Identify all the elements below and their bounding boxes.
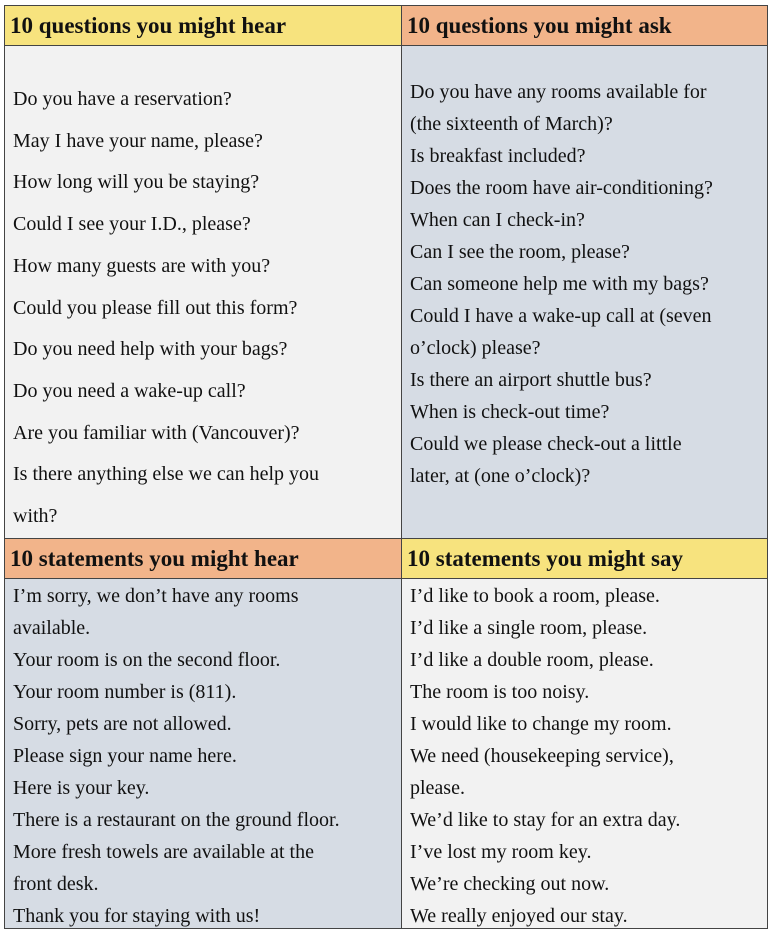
list-item: later, at (one o’clock)? [410,465,591,487]
list-item: Can someone help me with my bags? [410,273,709,295]
list-item: o’clock) please? [410,337,541,359]
list-item: I would like to change my room. [410,713,672,735]
list-item: Thank you for staying with us! [13,905,261,927]
list-item: I’d like a single room, please. [410,617,648,639]
list-item: Does the room have air-conditioning? [410,177,713,199]
header-divider-bottom [5,578,767,579]
panel-statements-you-might-hear [5,579,401,928]
list-item: We really enjoyed our stay. [410,905,628,927]
list-item: with? [13,505,58,528]
list-item: When can I check-in? [410,209,585,231]
list-item: Can I see the room, please? [410,241,630,263]
list-item: More fresh towels are available at the [13,841,314,863]
list-item: Could I see your I.D., please? [13,213,251,236]
list-item: The room is too noisy. [410,681,590,703]
header-divider-top [5,45,767,46]
header-questions-you-might-hear [5,6,401,45]
list-item: Are you familiar with (Vancouver)? [13,421,300,444]
list-item: Could I have a wake-up call at (seven [410,305,712,327]
header-statements-you-might-say [402,539,767,578]
list-item: Could we please check-out a little [410,433,682,455]
list-item: please. [410,777,465,799]
column-divider [401,6,402,928]
list-item: How many guests are with you? [13,254,271,277]
list-item: Your room number is (811). [13,681,237,703]
list-item: Do you need a wake-up call? [13,379,246,402]
list-item: Is there an airport shuttle bus? [410,369,652,391]
list-item: There is a restaurant on the ground floor. [13,809,340,831]
list-item: Here is your key. [13,777,150,799]
panel-questions-you-might-ask [402,46,767,538]
list-item: When is check-out time? [410,401,610,423]
list-item: Could you please fill out this form? [13,296,298,319]
statement-list-say [410,580,767,932]
list-item: I’d like to book a room, please. [410,585,660,607]
list-item: We’re checking out now. [410,873,610,895]
list-item: Is breakfast included? [410,145,586,167]
list-item: (the sixteenth of March)? [410,113,613,135]
header-statements-you-might-hear [5,539,401,578]
list-item: Do you need help with your bags? [13,338,288,361]
list-item: I’d like a double room, please. [410,649,654,671]
list-item: May I have your name, please? [13,129,263,152]
list-item: How long will you be staying? [13,171,260,194]
question-list-ask [410,76,767,492]
phrase-table [4,5,768,929]
panel-statements-you-might-say [402,579,767,928]
list-item: front desk. [13,873,99,895]
list-item: available. [13,617,91,639]
list-item: Your room is on the second floor. [13,649,281,671]
panel-questions-you-might-hear [5,46,401,538]
list-item: I’ve lost my room key. [410,841,592,863]
header-text: 10 questions you might hear [10,12,287,38]
section-divider [5,538,767,539]
header-text: 10 statements you might hear [10,545,299,571]
list-item: We need (housekeeping service), [410,745,674,767]
list-item: Sorry, pets are not allowed. [13,713,232,735]
list-item: Is there anything else we can help you [13,463,320,486]
list-item: I’m sorry, we don’t have any rooms [13,585,299,607]
question-list-hear [13,79,401,538]
list-item: We’d like to stay for an extra day. [410,809,681,831]
statement-list-hear [13,580,401,932]
header-text: 10 statements you might say [407,545,683,571]
list-item: Do you have a reservation? [13,88,232,110]
list-item: Do you have any rooms available for [410,81,707,103]
header-text: 10 questions you might ask [407,12,672,38]
list-item: Please sign your name here. [13,745,237,767]
header-questions-you-might-ask [402,6,767,45]
